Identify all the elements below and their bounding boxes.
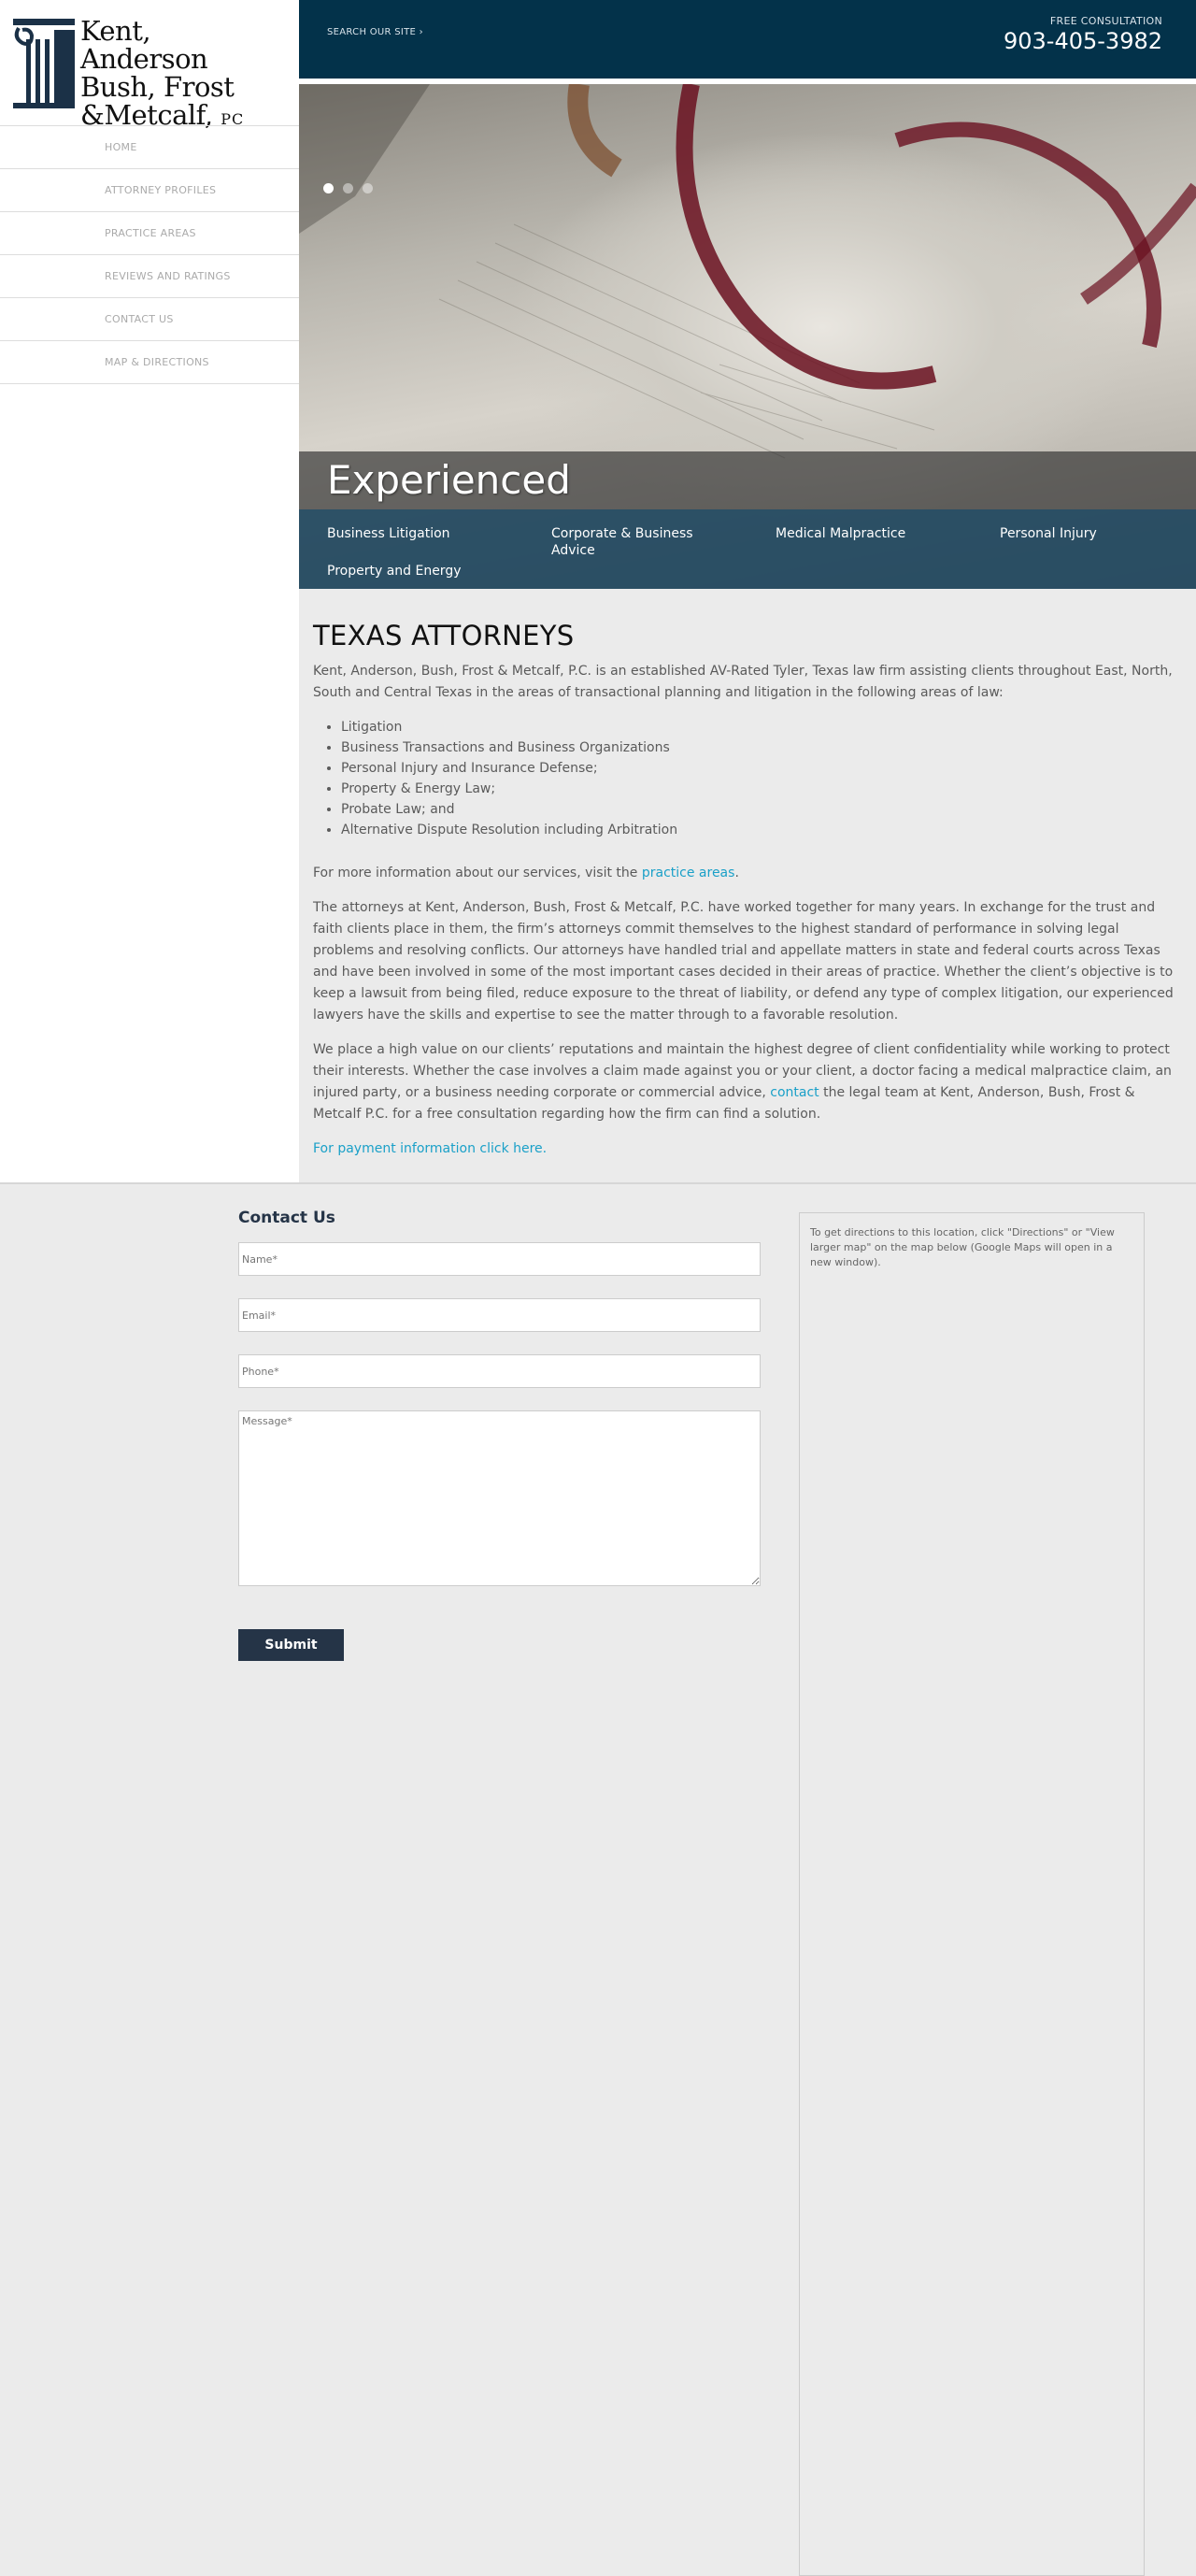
hero-slider bbox=[299, 84, 1196, 589]
practice-link-business-litigation[interactable]: Business Litigation bbox=[327, 526, 450, 541]
practice-link-corporate-business-advice[interactable]: Corporate & Business Advice bbox=[551, 526, 693, 558]
slider-dots bbox=[323, 179, 382, 197]
sidebar bbox=[0, 0, 299, 1182]
more-info-paragraph: For more information about our services, visit the practice areas. bbox=[313, 866, 739, 880]
list-item: • Business Transactions and Business Organizations bbox=[341, 737, 1182, 758]
search-site-link[interactable]: SEARCH OUR SITE › bbox=[327, 27, 423, 37]
practice-areas-link[interactable]: practice areas bbox=[641, 866, 735, 880]
nav-item-practice-areas[interactable]: PRACTICE AREAS bbox=[0, 212, 299, 255]
message-field[interactable] bbox=[238, 1410, 761, 1586]
slider-dot-2[interactable] bbox=[343, 183, 353, 193]
nav-item-map-directions[interactable]: MAP & DIRECTIONS bbox=[0, 341, 299, 384]
firm-name: Kent, Anderson Bush, Frost &Metcalf, PC bbox=[80, 15, 245, 131]
free-consultation-label: FREE CONSULTATION bbox=[1049, 15, 1162, 27]
practice-link-medical-malpractice[interactable]: Medical Malpractice bbox=[776, 526, 906, 541]
list-item: • Litigation bbox=[341, 717, 1182, 737]
name-field[interactable] bbox=[238, 1242, 761, 1276]
practice-link-personal-injury[interactable]: Personal Injury bbox=[1000, 526, 1097, 541]
contact-form bbox=[238, 1209, 762, 1661]
slider-dot-3[interactable] bbox=[363, 183, 373, 193]
slide-caption bbox=[299, 451, 1196, 509]
footer-divider bbox=[0, 1182, 1196, 1184]
map-instructions: To get directions to this location, click "Directions" or "View larger map" on the map below (Google Maps will open in a new window). bbox=[810, 1226, 1115, 1268]
nav-item-reviews-and-ratings[interactable]: REVIEWS AND RATINGS bbox=[0, 255, 299, 298]
list-item: • Alternative Dispute Resolution including Arbitration bbox=[341, 820, 1182, 840]
email-field[interactable] bbox=[238, 1298, 761, 1332]
firm-logo[interactable] bbox=[13, 15, 284, 131]
practice-areas-strip bbox=[299, 509, 1196, 589]
practice-link-property-and-energy[interactable]: Property and Energy bbox=[327, 564, 462, 579]
list-item: • Personal Injury and Insurance Defense; bbox=[341, 758, 1182, 779]
list-item: • Property & Energy Law; bbox=[341, 779, 1182, 799]
main-content bbox=[313, 620, 1182, 1173]
nav-item-contact-us[interactable]: CONTACT US bbox=[0, 298, 299, 341]
nav-item-home[interactable]: HOME bbox=[0, 126, 299, 169]
main-nav bbox=[0, 125, 299, 384]
attorneys-paragraph: The attorneys at Kent, Anderson, Bush, Frost & Metcalf, P.C. have worked together for many years. In exchange for the trust and faith clients place in them, the firm’s attorneys commit themselves to the highest standard of performance in solving legal problems and resolving conflicts. Our attorneys have handled trial and appellate matters in state and federal courts across Texas and have been involved in some of the most important cases decided in their areas of practice. Whether the client’s objective is to keep a lawsuit from being filed, reduce exposure to the threat of liability, or defend any type of complex litigation, our experienced lawyers have the skills and expertise to see the matter through to a favorable resolution. bbox=[313, 900, 1174, 1023]
intro-paragraph: Kent, Anderson, Bush, Frost & Metcalf, P.C. is an established AV-Rated Tyler, Texas law firm assisting clients throughout East, North, South and Central Texas in the areas of transactional planning and litigation in the following areas of law: bbox=[313, 664, 1173, 700]
slide-title: Experienced bbox=[327, 457, 571, 503]
phone-field[interactable] bbox=[238, 1354, 761, 1388]
map-panel bbox=[799, 1212, 1145, 2576]
client-values-paragraph: We place a high value on our clients’ reputations and maintain the highest degree of client confidentiality while working to protect their interests. Whether the case involves a claim made against you or your client, a doctor facing a medical malpractice claim, an injured party, or a business needing corporate or commercial advice, contact the legal team at Kent, Anderson, Bush, Frost & Metcalf P.C. for a free consultation regarding how the firm can find a solution. bbox=[313, 1042, 1172, 1122]
phone-number[interactable]: 903-405-3982 bbox=[1003, 28, 1162, 54]
top-bar bbox=[299, 0, 1196, 79]
nav-item-attorney-profiles[interactable]: ATTORNEY PROFILES bbox=[0, 169, 299, 212]
column-logo-icon bbox=[13, 19, 75, 108]
submit-button[interactable]: Submit bbox=[238, 1629, 344, 1661]
payment-paragraph bbox=[313, 1138, 1182, 1160]
contact-link[interactable]: contact bbox=[770, 1085, 819, 1100]
slider-dot-1[interactable] bbox=[323, 183, 334, 193]
contact-form-title: Contact Us bbox=[238, 1209, 335, 1227]
services-list bbox=[341, 717, 1182, 840]
list-item: • Probate Law; and bbox=[341, 799, 1182, 820]
payment-info-link[interactable]: For payment information click here. bbox=[313, 1141, 548, 1156]
page-title: TEXAS ATTORNEYS bbox=[313, 620, 575, 651]
